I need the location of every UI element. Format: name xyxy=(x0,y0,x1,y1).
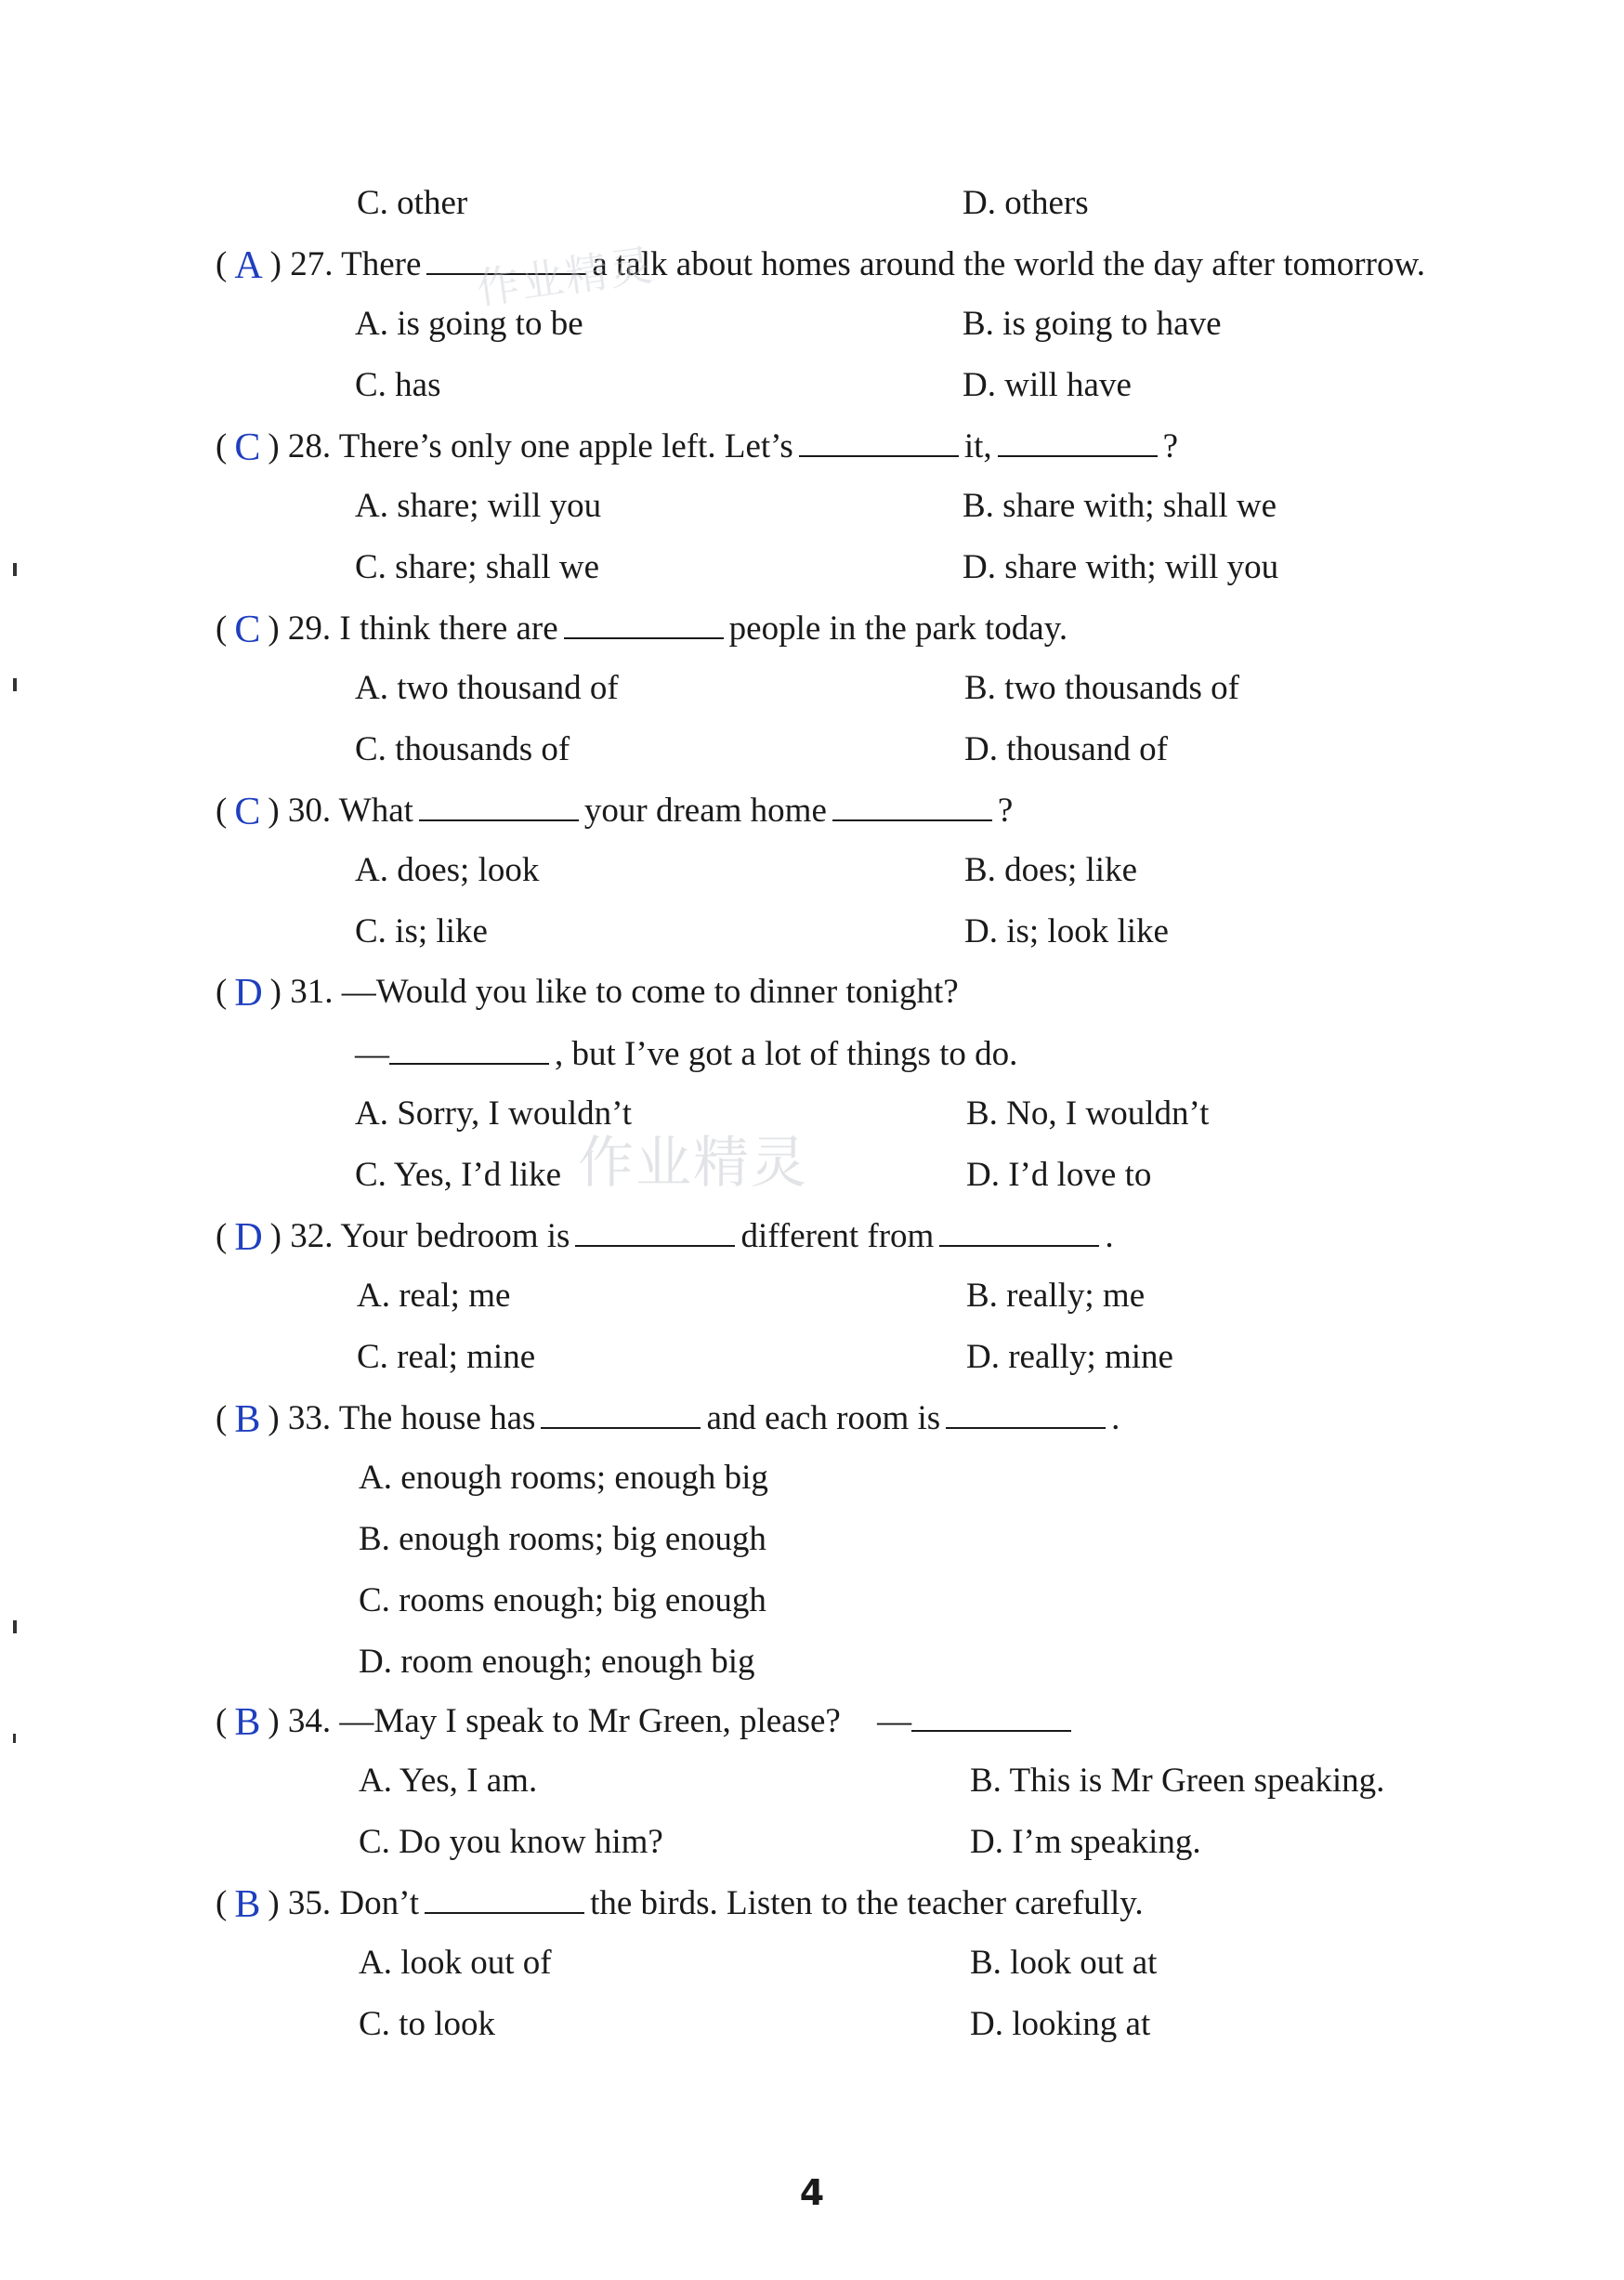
option-d: D. room enough; enough big xyxy=(359,1643,755,1681)
option-b: B. really; me xyxy=(966,1277,1146,1315)
option-c: C. to look xyxy=(359,2005,495,2043)
option-d: D. I’m speaking. xyxy=(970,1823,1201,1861)
question-number: 27. xyxy=(290,245,334,283)
option-b: B. share with; shall we xyxy=(963,487,1277,525)
question-number: 32. xyxy=(290,1217,334,1255)
answer-mark: A xyxy=(234,244,263,287)
question-32: ( D ) 32. Your bedroom is different from . xyxy=(216,1216,1114,1259)
page-number: 4 xyxy=(799,2172,825,2213)
question-text: There xyxy=(341,245,422,283)
question-number: 35. xyxy=(287,1884,332,1922)
question-text: a talk about homes around the world the day after tomorrow. xyxy=(592,245,1426,283)
question-text: the birds. Listen to the teacher carefully. xyxy=(590,1884,1144,1922)
question-text: your dream home xyxy=(583,792,827,830)
option-b: B. enough rooms; big enough xyxy=(359,1520,766,1558)
question-28: ( C ) 28. There’s only one apple left. Let’s it, ? xyxy=(216,426,1179,469)
option-c: C. other xyxy=(357,184,468,222)
option-c: C. is; like xyxy=(355,912,488,950)
answer-blank xyxy=(946,1399,1106,1429)
option-b: B. does; like xyxy=(964,851,1138,889)
question-number: 33. xyxy=(287,1399,332,1437)
option-a: A. share; will you xyxy=(355,487,602,525)
question-text: , but I’ve got a lot of things to do. xyxy=(555,1035,1018,1073)
question-number: 30. xyxy=(287,792,332,830)
option-b: B. No, I wouldn’t xyxy=(966,1094,1210,1133)
question-33: ( B ) 33. The house has and each room is . xyxy=(216,1398,1120,1441)
answer-blank xyxy=(425,1884,584,1914)
option-c: C. share; shall we xyxy=(355,548,600,586)
answer-blank xyxy=(575,1217,735,1247)
question-number: 34. xyxy=(287,1702,332,1740)
question-text: Don’t xyxy=(339,1884,420,1922)
question-number: 29. xyxy=(287,609,332,648)
answer-mark: C xyxy=(234,609,261,651)
answer-blank xyxy=(799,427,959,457)
option-d: D. thousand of xyxy=(964,730,1168,768)
answer-mark: D xyxy=(234,1216,263,1259)
answer-blank xyxy=(419,792,579,821)
question-text: —Would you like to come to dinner tonight? xyxy=(341,973,959,1011)
option-c: C. Do you know him? xyxy=(359,1823,663,1861)
watermark-logo: 作业精灵 xyxy=(578,1131,808,1196)
answer-blank xyxy=(541,1399,701,1429)
option-d: D. share with; will you xyxy=(963,548,1279,586)
option-b: B. This is Mr Green speaking. xyxy=(970,1762,1385,1800)
question-text: There’s only one apple left. Let’s xyxy=(338,427,793,465)
option-d: D. will have xyxy=(963,366,1132,404)
option-b: B. look out at xyxy=(970,1944,1158,1982)
question-text: . xyxy=(1111,1399,1120,1437)
option-d: D. is; look like xyxy=(964,912,1169,950)
question-text: ? xyxy=(1162,427,1179,465)
question-29: ( C ) 29. I think there are people in the park today. xyxy=(216,609,1068,651)
question-text: . xyxy=(1105,1217,1114,1255)
answer-mark: B xyxy=(234,1701,261,1744)
option-c: C. has xyxy=(355,366,441,404)
answer-blank xyxy=(389,1035,549,1065)
answer-blank xyxy=(998,427,1158,457)
question-text: people in the park today. xyxy=(728,609,1068,648)
question-text: —May I speak to Mr Green, please? xyxy=(339,1702,841,1740)
question-31: ( D ) 31. —Would you like to come to dinner tonight? xyxy=(216,972,959,1015)
scan-mark xyxy=(13,1620,17,1633)
option-a: A. enough rooms; enough big xyxy=(359,1459,768,1497)
option-a: A. is going to be xyxy=(355,305,583,343)
question-text: different from xyxy=(740,1217,935,1255)
option-d: D. others xyxy=(963,184,1089,222)
question-34: ( B ) 34. —May I speak to Mr Green, please? — xyxy=(216,1702,1077,1742)
option-d: D. I’d love to xyxy=(966,1156,1152,1194)
option-a: A. does; look xyxy=(355,851,540,889)
option-d: D. looking at xyxy=(970,2005,1151,2043)
question-text: — xyxy=(355,1035,389,1073)
option-c: C. thousands of xyxy=(355,730,570,768)
option-a: A. look out of xyxy=(359,1944,552,1982)
option-a: A. Yes, I am. xyxy=(359,1762,538,1800)
option-b: B. is going to have xyxy=(963,305,1222,343)
question-text: ? xyxy=(997,792,1014,830)
scan-mark xyxy=(13,563,17,576)
answer-mark: D xyxy=(234,972,263,1015)
answer-mark: B xyxy=(234,1398,261,1441)
watermark-logo: 作业精灵 xyxy=(473,239,658,315)
option-c: C. rooms enough; big enough xyxy=(359,1581,766,1619)
question-text: and each room is xyxy=(706,1399,941,1437)
answer-mark: C xyxy=(234,426,261,469)
option-c: C. real; mine xyxy=(357,1338,536,1376)
option-c: C. Yes, I’d like xyxy=(355,1156,562,1194)
answer-mark: C xyxy=(234,791,261,833)
question-31-line2 xyxy=(355,1035,1017,1071)
question-text: — xyxy=(877,1702,912,1740)
scan-mark xyxy=(13,678,17,691)
question-text: it, xyxy=(963,427,992,465)
answer-mark: B xyxy=(234,1883,261,1926)
answer-blank xyxy=(911,1702,1071,1732)
option-a: A. Sorry, I wouldn’t xyxy=(355,1094,633,1133)
answer-blank xyxy=(832,792,992,821)
question-text: The house has xyxy=(338,1399,536,1437)
question-text: What xyxy=(338,792,413,830)
scan-mark xyxy=(13,1734,16,1743)
option-b: B. two thousands of xyxy=(964,669,1239,707)
option-d: D. really; mine xyxy=(966,1338,1173,1376)
option-a: A. two thousand of xyxy=(355,669,619,707)
question-30: ( C ) 30. What your dream home ? xyxy=(216,791,1014,833)
question-text: Your bedroom is xyxy=(340,1217,570,1255)
question-27: ( A ) 27. There a talk about homes around the world the day after tomorrow. xyxy=(216,244,1426,287)
question-text: I think there are xyxy=(339,609,558,648)
question-35: ( B ) 35. Don’t the birds. Listen to the teacher carefully. xyxy=(216,1883,1144,1926)
answer-blank xyxy=(939,1217,1099,1247)
question-number: 31. xyxy=(290,973,334,1011)
option-a: A. real; me xyxy=(357,1277,511,1315)
answer-blank xyxy=(564,609,724,639)
question-number: 28. xyxy=(287,427,332,465)
